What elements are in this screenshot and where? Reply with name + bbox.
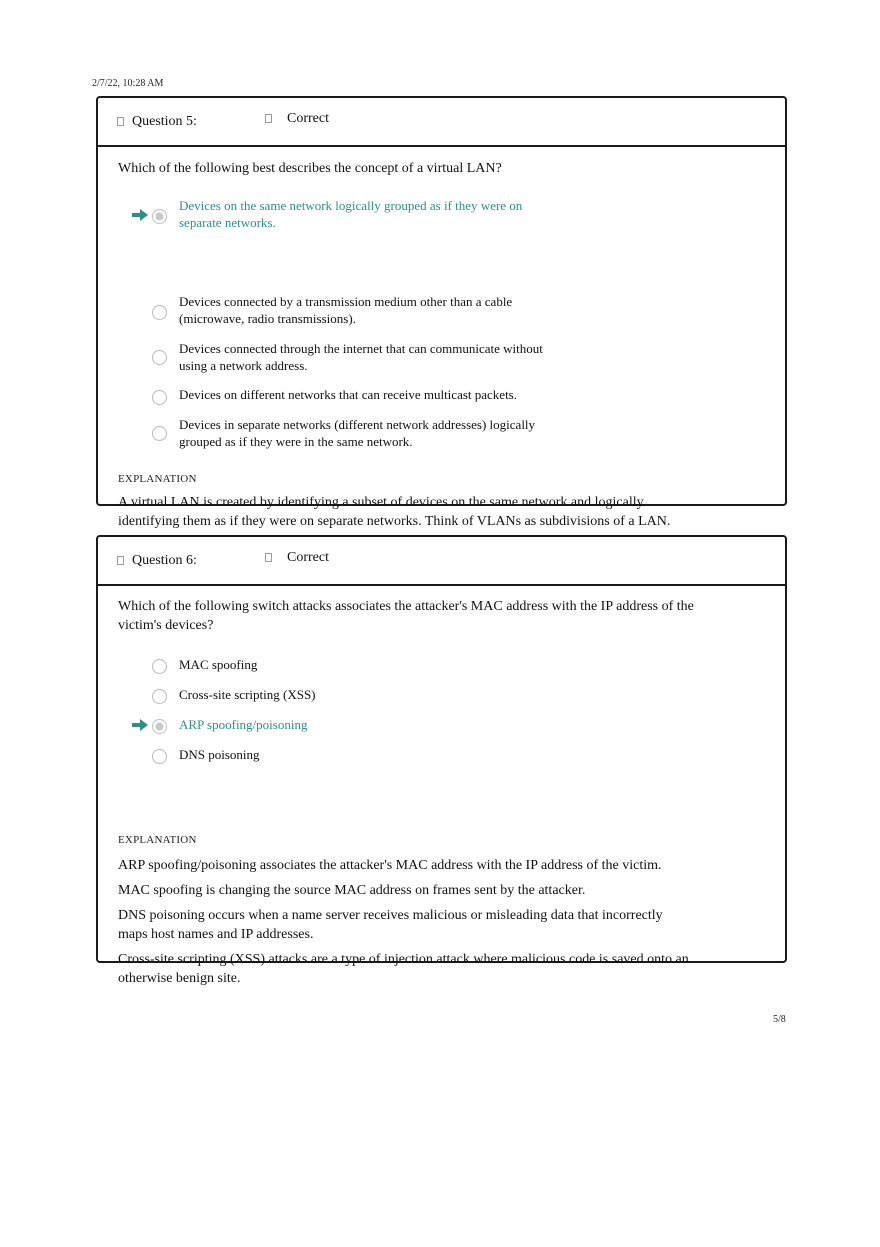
page-number: 5/8 [773, 1014, 786, 1025]
answer-option[interactable] [118, 656, 257, 673]
option-text: (microwave, radio transmissions). [179, 311, 356, 326]
option-text: Devices on the same network logically grouped as if they were on [179, 198, 523, 213]
option-text: using a network address. [179, 358, 308, 373]
question-card-6 [96, 535, 787, 986]
radio-button[interactable] [152, 426, 167, 441]
selected-arrow-icon [132, 719, 148, 731]
option-text: separate networks. [179, 215, 276, 230]
answer-option[interactable] [118, 340, 543, 374]
question-header [98, 98, 785, 147]
question-card-5 [96, 96, 787, 529]
print-timestamp: 2/7/22, 10:28 AM [92, 78, 164, 89]
explanation-text: A virtual LAN is created by identifying a subset of devices on the same network and logically identifying them as if they were on separate networks. Think of VLANs as subdivisions of a LAN. [118, 495, 671, 529]
selected-arrow-icon [132, 209, 148, 221]
option-text: DNS poisoning [179, 747, 260, 762]
status-icon [265, 114, 272, 123]
question-number: Question 6: [132, 553, 197, 568]
explanation-text: Cross-site scripting (XSS) attacks are a type of injection attack where malicious code is saved onto an otherwise benign site. [118, 952, 689, 986]
radio-button[interactable] [152, 659, 167, 674]
explanation-label: EXPLANATION [118, 834, 197, 846]
option-text: Cross-site scripting (XSS) [179, 687, 316, 702]
answer-option[interactable] [118, 716, 307, 733]
radio-button[interactable] [152, 689, 167, 704]
answer-option[interactable] [118, 686, 316, 703]
option-text: Devices connected by a transmission medium other than a cable [179, 294, 513, 309]
explanation-text: ARP spoofing/poisoning associates the attacker's MAC address with the IP address of the victim. [118, 858, 662, 873]
option-text: Devices in separate networks (different network addresses) logically [179, 417, 536, 432]
explanation-text: MAC spoofing is changing the source MAC address on frames sent by the attacker. [118, 883, 586, 898]
radio-button[interactable] [152, 390, 167, 405]
radio-button[interactable] [152, 209, 167, 224]
option-text: Devices connected through the internet that can communicate without [179, 341, 543, 356]
status-label: Correct [287, 550, 329, 565]
status-icon [265, 553, 272, 562]
radio-button[interactable] [152, 719, 167, 734]
radio-button[interactable] [152, 305, 167, 320]
expand-icon[interactable] [117, 556, 124, 565]
explanation-label: EXPLANATION [118, 473, 197, 485]
question-text: Which of the following switch attacks associates the attacker's MAC address with the IP address of the victim's devices? [118, 599, 694, 633]
option-text: ARP spoofing/poisoning [179, 717, 308, 732]
option-text: grouped as if they were in the same network. [179, 434, 413, 449]
radio-button[interactable] [152, 749, 167, 764]
answer-option[interactable] [118, 293, 512, 327]
answer-option[interactable] [118, 416, 535, 450]
expand-icon[interactable] [117, 117, 124, 126]
radio-button[interactable] [152, 350, 167, 365]
answer-option[interactable] [118, 197, 522, 231]
option-text: MAC spoofing [179, 657, 258, 672]
option-text: Devices on different networks that can receive multicast packets. [179, 387, 517, 402]
question-number: Question 5: [132, 114, 197, 129]
status-label: Correct [287, 111, 329, 126]
explanation-text: DNS poisoning occurs when a name server receives malicious or misleading data that incorrectly maps host names and IP addresses. [118, 908, 663, 942]
question-header [98, 537, 785, 586]
answer-option[interactable] [118, 386, 517, 403]
question-text: Which of the following best describes the concept of a virtual LAN? [118, 161, 502, 176]
answer-option[interactable] [118, 746, 260, 763]
